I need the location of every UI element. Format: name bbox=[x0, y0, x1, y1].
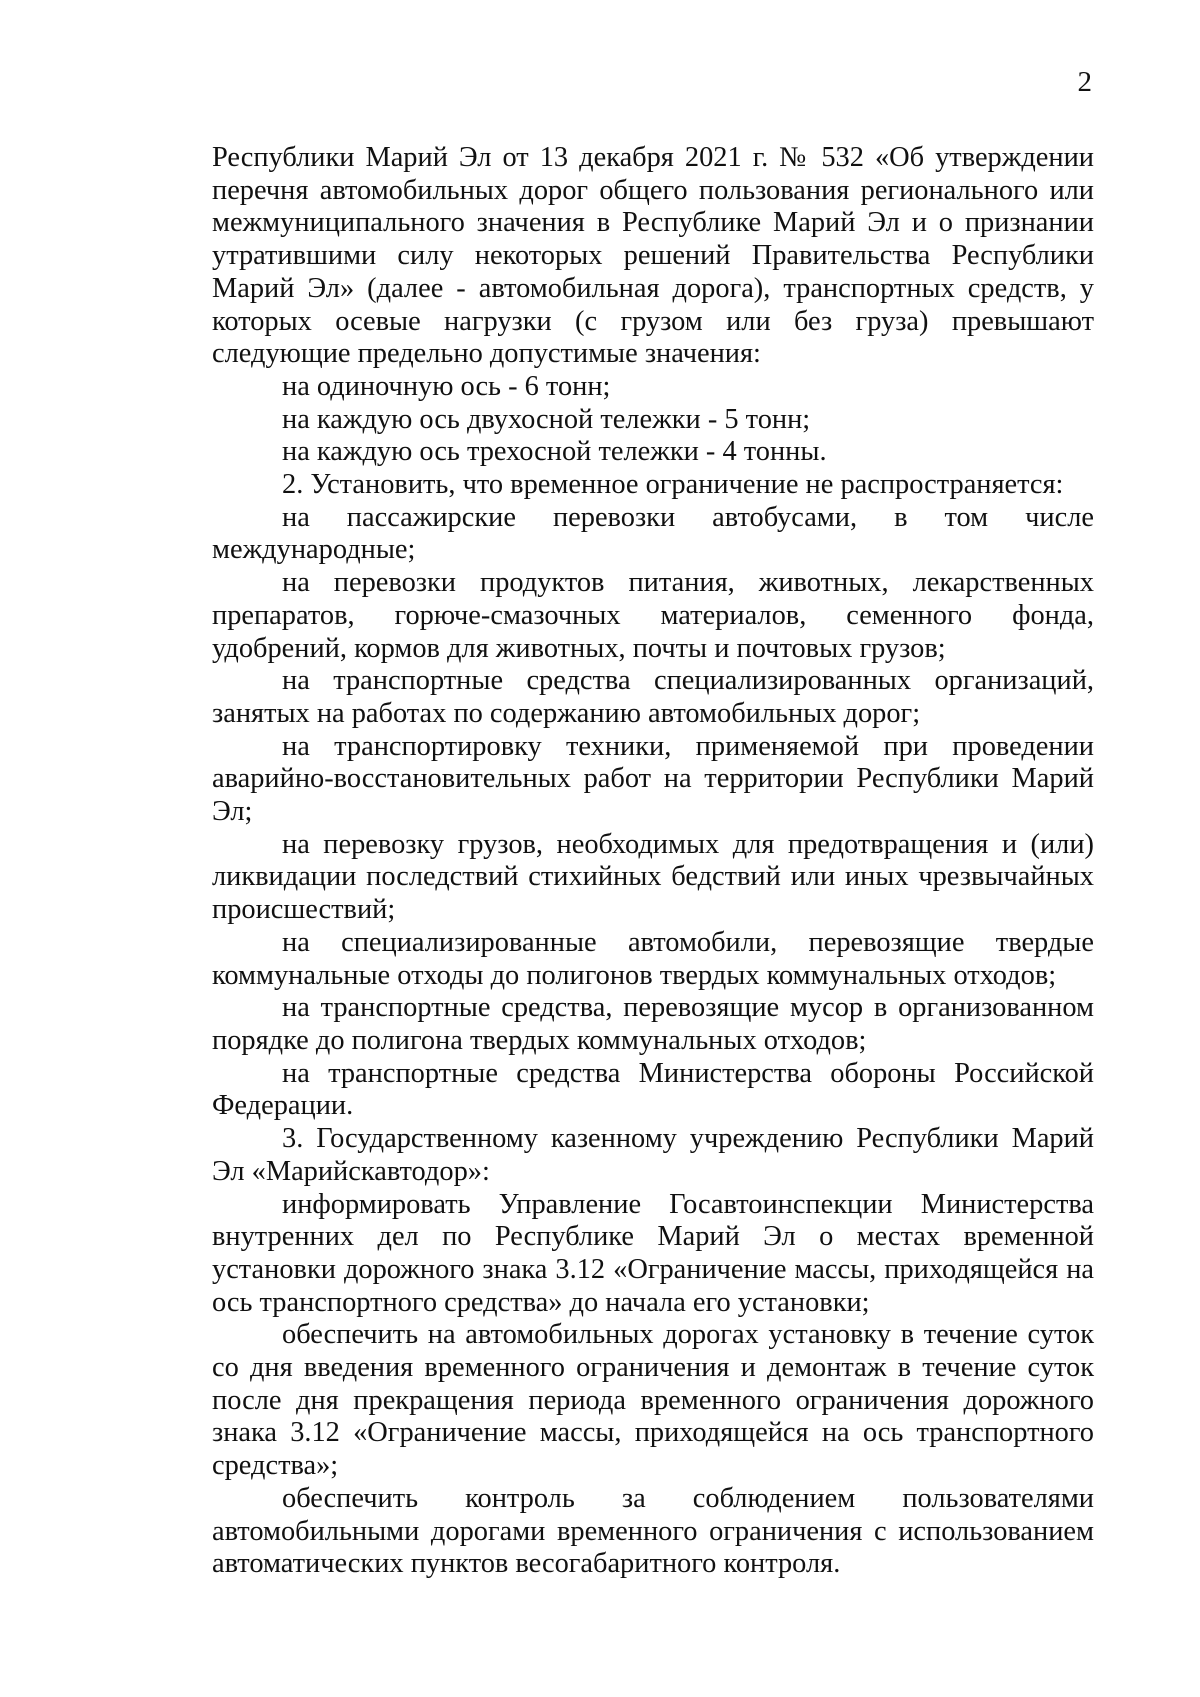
paragraph-exemption-defense-ministry: на транспортные средства Министерства обороны Российской Федерации. bbox=[212, 1057, 1094, 1122]
paragraph-duty-inform-inspection: информировать Управление Госавтоинспекции Министерства внутренних дел по Республике Марий Эл о местах временной установки дорожного знака 3.12 «Ограничение массы, приходящейся на ось транспортного средства» до начала его установки; bbox=[212, 1188, 1094, 1318]
document-body bbox=[212, 142, 1094, 1581]
paragraph-exemption-road-maintenance: на транспортные средства специализированных организаций, занятых на работах по содержанию автомобильных дорог; bbox=[212, 665, 1094, 729]
paragraph-exemption-passenger-buses: на пассажирские перевозки автобусами, в том числе международные; bbox=[212, 501, 1094, 566]
paragraph-duty-control: обеспечить контроль за соблюдением пользователями автомобильными дорогами временного ограничения с использованием автоматических пунктов весогабаритного контроля. bbox=[212, 1482, 1094, 1580]
paragraph-item-3-institution: 3. Государственному казенному учреждению Республики Марий Эл «Марийскавтодор»: bbox=[212, 1123, 1094, 1187]
paragraph-exemption-emergency-equipment: на транспортировку техники, применяемой при проведении аварийно-восстановительных работ на территории Республики Марий Эл; bbox=[212, 730, 1094, 828]
paragraph-limit-single-axle: на одиночную ось - 6 тонн; bbox=[282, 370, 611, 402]
paragraph-limit-two-axle-bogie: на каждую ось двухосной тележки - 5 тонн; bbox=[282, 403, 811, 435]
paragraph-duty-install-sign: обеспечить на автомобильных дорогах установку в течение суток со дня введения временного ограничения и демонтаж в течение суток после дня прекращения периода временного ограничения дорожного знака 3.12 «Ограничение массы, приходящейся на ось транспортного средства»; bbox=[212, 1319, 1094, 1482]
paragraph-exemption-disaster-cargo: на перевозку грузов, необходимых для предотвращения и (или) ликвидации последствий стихийных бедствий или иных чрезвычайных происшествий; bbox=[212, 828, 1094, 926]
paragraph-continuation: Республики Марий Эл от 13 декабря 2021 г. № 532 «Об утверждении перечня автомобильных дорог общего пользования регионального или межмуниципального значения в Республике Марий Эл и о признании утратившими силу некоторых решений Правительства Республики Марий Эл» (далее - автомобильная дорога), транспортных средств, у которых осевые нагрузки (с грузом или без груза) превышают следующие предельно допустимые значения: bbox=[212, 142, 1094, 370]
page-number: 2 bbox=[1077, 66, 1092, 98]
paragraph-item-2-exemptions: 2. Установить, что временное ограничение не распространяется: bbox=[282, 469, 1064, 501]
paragraph-exemption-waste-vehicles: на специализированные автомобили, перевозящие твердые коммунальные отходы до полигонов твердых коммунальных отходов; bbox=[212, 926, 1094, 991]
paragraph-limit-three-axle-bogie: на каждую ось трехосной тележки - 4 тонны. bbox=[282, 436, 827, 468]
paragraph-exemption-garbage-transport: на транспортные средства, перевозящие мусор в организованном порядке до полигона твердых коммунальных отходов; bbox=[212, 992, 1094, 1056]
paragraph-exemption-food-goods: на перевозки продуктов питания, животных, лекарственных препаратов, горюче-смазочных материалов, семенного фонда, удобрений, кормов для животных, почты и почтовых грузов; bbox=[212, 567, 1094, 664]
